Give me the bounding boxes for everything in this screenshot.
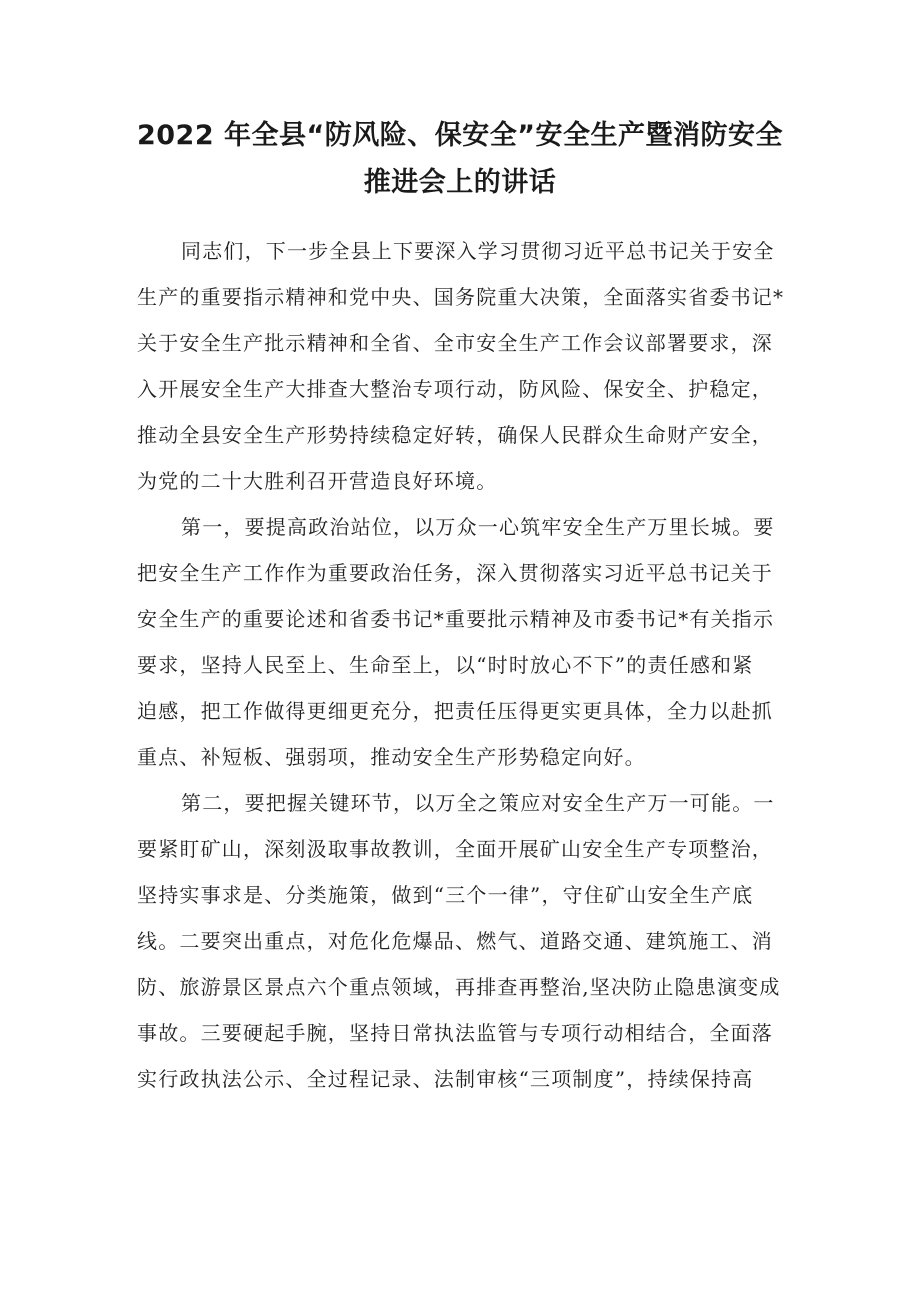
paragraph-line: 第二，要把握关键环节，以万全之策应对安全生产万一可能。一 (181, 791, 775, 815)
paragraph-line: 推动全县安全生产形势持续稳定好转，确保人民群众生命财产安全， (137, 423, 773, 447)
paragraph-2 (137, 504, 797, 780)
document-title-line-1: 2022 年全县“防风险、保安全”安全生产暨消防安全 (136, 120, 784, 151)
paragraph-line: 关于安全生产批示精神和全省、全市安全生产工作会议部署要求，深 (137, 331, 773, 355)
paragraph-line: 第一，要提高政治站位，以万众一心筑牢安全生产万里长城。要 (181, 515, 775, 539)
document-body (137, 228, 797, 1102)
paragraph-line: 入开展安全生产大排查大整治专项行动，防风险、保安全、护稳定， (137, 377, 773, 401)
paragraph-line: 防、旅游景区景点六个重点领域，再排查再整治,坚决防止隐患演变成 (137, 975, 781, 999)
paragraph-line: 生产的重要指示精神和党中央、国务院重大决策，全面落实省委书记* (137, 285, 785, 309)
document-title-line-2: 推进会上的讲话 (363, 167, 557, 198)
paragraph-1 (137, 228, 797, 504)
paragraph-line: 实行政执法公示、全过程记录、法制审核“三项制度”，持续保持高 (137, 1067, 754, 1091)
paragraph-line: 事故。三要硬起手腕，坚持日常执法监管与专项行动相结合，全面落 (137, 1021, 773, 1045)
paragraph-line: 要求，坚持人民至上、生命至上，以“时时放心不下”的责任感和紧 (137, 653, 754, 677)
paragraph-line: 为党的二十大胜利召开营造良好环境。 (137, 469, 498, 493)
paragraph-line: 同志们，下一步全县上下要深入学习贯彻习近平总书记关于安全 (181, 239, 775, 263)
paragraph-line: 坚持实事求是、分类施策，做到“三个一律”，守住矿山安全生产底 (137, 883, 754, 907)
paragraph-3 (137, 780, 797, 1102)
paragraph-line: 把安全生产工作作为重要政治任务，深入贯彻落实习近平总书记关于 (137, 561, 773, 585)
paragraph-line: 迫感，把工作做得更细更充分，把责任压得更实更具体，全力以赴抓 (137, 699, 773, 723)
paragraph-line: 要紧盯矿山，深刻汲取事故教训，全面开展矿山安全生产专项整治， (137, 837, 773, 861)
paragraph-line: 重点、补短板、强弱项，推动安全生产形势稳定向好。 (137, 745, 646, 769)
paragraph-line: 线。二要突出重点，对危化危爆品、燃气、道路交通、建筑施工、消 (137, 929, 773, 953)
paragraph-line: 安全生产的重要论述和省委书记*重要批示精神及市委书记*有关指示 (137, 607, 775, 631)
